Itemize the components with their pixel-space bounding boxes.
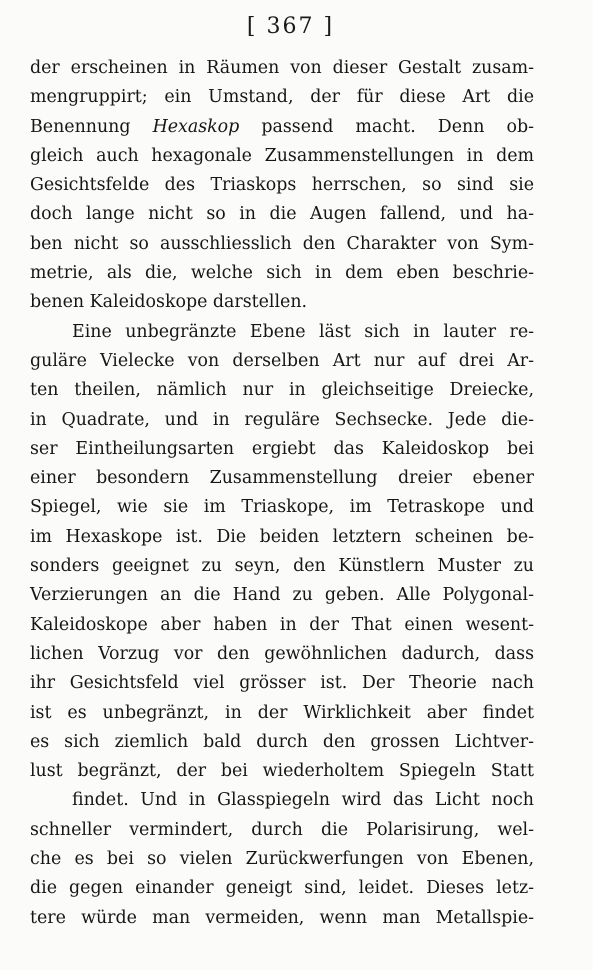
page-number: [ 367 ] (246, 14, 335, 39)
text-line: sonders geeignet zu seyn, den Künstlern Muster zu (30, 556, 534, 577)
text-line: findet. Und in Glasspiegeln wird das Licht noch (72, 790, 534, 811)
italic-term: Hexaskop (152, 116, 240, 137)
text-line: ben nicht so ausschliesslich den Charakter von Sym- (30, 233, 534, 254)
text-line: ist es unbegränzt, in der Wirklichkeit aber findet (30, 702, 534, 723)
text-line: Benennung Hexaskop passend macht. Denn ob- (30, 116, 534, 137)
text-line: gleich auch hexagonale Zusammenstellungen in dem (30, 145, 534, 166)
text-line: ihr Gesichtsfeld viel grösser ist. Der Theorie nach (30, 673, 534, 694)
text-line: guläre Vielecke von derselben Art nur auf drei Ar- (30, 350, 534, 371)
text-line: ser Eintheilungsarten ergiebt das Kaleidoskop bei (30, 438, 534, 459)
text-line: Kaleidoskope aber haben in der That einen wesent- (30, 614, 534, 635)
text-line: doch lange nicht so in die Augen fallend, und ha- (30, 204, 534, 225)
text-line: ten theilen, nämlich nur in gleichseitige Dreiecke, (30, 380, 534, 401)
text-line: Spiegel, wie sie im Triaskope, im Tetraskope und (30, 497, 534, 518)
text-line: lichen Vorzug vor den gewöhnlichen dadurch, dass (30, 643, 534, 664)
text-line: Eine unbegränzte Ebene läst sich in lauter re- (72, 321, 534, 342)
text-line: der erscheinen in Räumen von dieser Gestalt zusam- (30, 58, 534, 78)
text-line: Gesichtsfelde des Triaskops herrschen, so sind sie (30, 175, 534, 196)
text-line: lust begränzt, der bei wiederholtem Spiegeln Statt (30, 761, 534, 782)
text-line: in Quadrate, und in reguläre Sechsecke. Jede die- (30, 409, 534, 430)
text-line: che es bei so vielen Zurückwerfungen von Ebenen, (30, 849, 534, 870)
text-line: es sich ziemlich bald durch den grossen Lichtver- (30, 731, 534, 752)
text-line: einer besondern Zusammenstellung dreier ebener (30, 468, 534, 489)
text-line: tere würde man vermeiden, wenn man Metallspie- (30, 907, 534, 928)
text-line: die gegen einander geneigt sind, leidet. Dieses letz- (30, 878, 534, 899)
text-line: mengruppirt; ein Umstand, der für diese Art die (30, 87, 534, 108)
text-line: im Hexaskope ist. Die beiden letztern scheinen be- (30, 526, 534, 547)
text-line: metrie, als die, welche sich in dem eben beschrie- (30, 263, 534, 284)
text-line: benen Kaleidoskope darstellen. (30, 292, 308, 313)
body-text (30, 54, 534, 933)
text-line: schneller vermindert, durch die Polarisirung, wel- (30, 819, 534, 840)
text-line: Verzierungen an die Hand zu geben. Alle Polygonal- (30, 585, 534, 606)
